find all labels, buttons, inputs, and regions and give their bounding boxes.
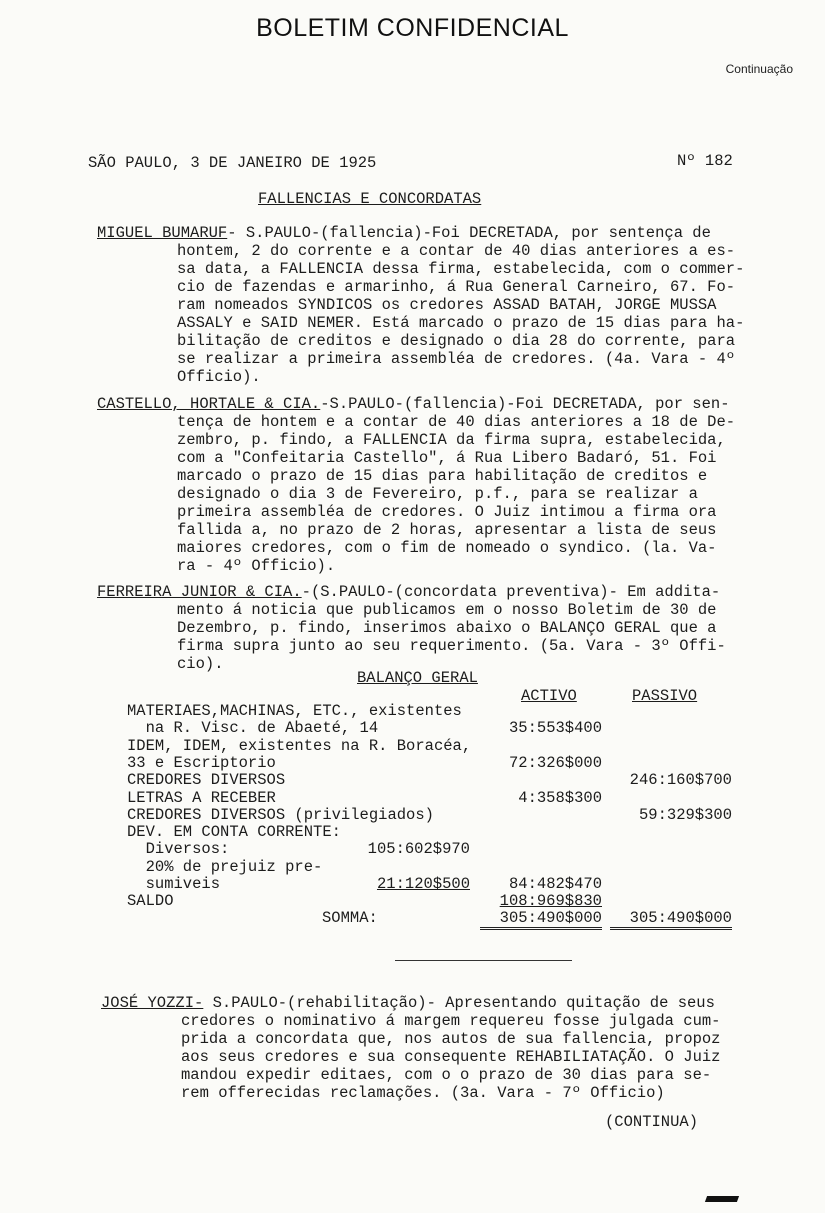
balance-row-activo: 72:326$000 xyxy=(508,753,602,772)
balance-row-label: DEV. EM CONTA CORRENTE: xyxy=(127,823,341,842)
entry-line: ASSALY e SAID NEMER. Está marcado o prazo de 15 dias para ha- xyxy=(177,314,745,332)
balance-row xyxy=(0,720,825,737)
balance-row-passivo: 59:329$300 xyxy=(638,805,732,824)
continuation-label: Continuação xyxy=(725,62,793,76)
balance-row xyxy=(0,703,825,720)
balance-row xyxy=(0,893,825,910)
balance-total-activo: 305:490$000 xyxy=(480,910,602,930)
entry-line: fallida a, no prazo de 2 horas, apresentar a lista de seus xyxy=(177,521,717,539)
entry-lead: -S.PAULO-(fallencia)-Foi DECRETADA, por sen- xyxy=(320,395,730,413)
section-title: FALLENCIAS E CONCORDATAS xyxy=(258,190,482,208)
entry-first-line xyxy=(101,994,801,1012)
balance-row-label: na R. Visc. de Abaeté, 14 xyxy=(127,719,379,738)
balance-row xyxy=(0,790,825,807)
entry-heading: JOSÉ YOZZI- xyxy=(101,994,204,1012)
bulletin-title: BOLETIM CONFIDENCIAL xyxy=(256,14,569,42)
balance-row-subtotal: 21:120$500 xyxy=(376,875,470,893)
entry-first-line xyxy=(97,395,797,413)
entry-line: credores o nominativo á margem requereu fosse julgada cum- xyxy=(181,1012,721,1030)
entry-line: com a "Confeitaria Castello", á Rua Libero Badaró, 51. Foi xyxy=(177,449,717,467)
balance-row-activo: 108:969$830 xyxy=(499,892,602,911)
entry-line: se realizar a primeira assembléa de credores. (4a. Vara - 4º xyxy=(177,350,736,368)
entry-line: firma supra junto ao seu requerimento. (5a. Vara - 3º Offi- xyxy=(177,637,726,655)
balance-row-passivo: 246:160$700 xyxy=(629,771,732,790)
entry-heading: FERREIRA JUNIOR & CIA. xyxy=(97,583,302,601)
balance-total-passivo: 305:490$000 xyxy=(610,910,732,930)
bulletin-number: Nº 182 xyxy=(677,152,733,170)
entry-first-line xyxy=(97,583,797,601)
balance-row-label: 33 e Escriptorio xyxy=(127,753,276,772)
balance-row xyxy=(0,755,825,772)
balance-col-activo: ACTIVO xyxy=(521,687,577,705)
continua-label: (CONTINUA) xyxy=(605,1113,699,1131)
entry-line: primeira assembléa de credores. O Juiz intimou a firma ora xyxy=(177,503,717,521)
entry-line: mento á noticia que publicamos em o nosso Boletim de 30 de xyxy=(177,601,717,619)
entry-lead: -(S.PAULO-(concordata preventiva)- Em additа- xyxy=(301,583,721,601)
entry-line: hontem, 2 do corrente e a contar de 40 dias anteriores a es- xyxy=(177,242,736,260)
balance-total-label: SOMMA: xyxy=(322,909,378,927)
balance-row xyxy=(0,876,825,893)
entry-line: maiores credores, com o fim de nomeado o syndico. (la. Va- xyxy=(177,539,717,557)
place-date: SÃO PAULO, 3 DE JANEIRO DE 1925 xyxy=(88,154,377,172)
entry-line: Officio). xyxy=(177,368,261,386)
entry-jose-yozzi xyxy=(101,994,801,1102)
balance-row-label: CREDORES DIVERSOS (privilegiados) xyxy=(127,805,434,824)
entry-heading: MIGUEL BUMARUF xyxy=(97,224,228,242)
entry-line: sa data, a FALLENCIA dessa firma, estabelecida, com o commer- xyxy=(177,260,745,278)
entry-line: mandou expedir editaes, com o o prazo de 30 dias para se- xyxy=(181,1066,712,1084)
entry-lead: - S.PAULO-(fallencia)-Foi DECRETADA, por sentença de xyxy=(227,224,711,242)
entry-line: aos seus credores e sua consequente REHABILIATAÇÃO. O Juiz xyxy=(181,1048,721,1066)
entry-line: ra - 4º Officio). xyxy=(177,557,336,575)
balance-row xyxy=(0,824,825,841)
entry-ferreira-junior xyxy=(97,583,797,673)
entry-first-line xyxy=(97,224,797,242)
ink-smudge xyxy=(705,1196,739,1202)
balance-row-subtotal: 105:602$970 xyxy=(367,840,470,859)
section-divider xyxy=(395,960,572,961)
balance-row-activo: 35:553$400 xyxy=(508,719,602,738)
entry-line: zembro, p. findo, a FALLENCIA da firma supra, estabelecida, xyxy=(177,431,726,449)
balance-row xyxy=(0,841,825,858)
entry-line: Dezembro, p. findo, inserimos abaixo o BALANÇO GERAL que a xyxy=(177,619,717,637)
balance-row-label: Diversos: xyxy=(127,840,230,859)
entry-line: cio de fazendas e armarinho, á Rua General Carneiro, 67. Fo- xyxy=(177,278,736,296)
balance-row-label: SALDO xyxy=(127,892,174,911)
balance-row-label: MATERIAES,MACHINAS, ETC., existentes xyxy=(127,702,462,720)
balance-row-label: LETRAS A RECEBER xyxy=(127,788,276,807)
entry-line: marcado o prazo de 15 dias para habilitação de creditos e xyxy=(177,467,708,485)
entry-line: ram nomeados SYNDICOS os credores ASSAD BATAH, JORGE MUSSA xyxy=(177,296,717,314)
balance-row-activo: 4:358$300 xyxy=(518,788,602,807)
entry-lead: S.PAULO-(rehabilitação)- Apresentando quitação de seus xyxy=(203,994,715,1012)
balance-row-label: 20% de prejuiz pre- xyxy=(127,857,323,876)
balance-row-label: CREDORES DIVERSOS xyxy=(127,771,286,790)
balance-row xyxy=(0,738,825,755)
entry-heading: CASTELLO, HORTALE & CIA. xyxy=(97,395,321,413)
balance-row-activo: 84:482$470 xyxy=(508,875,602,893)
balance-row xyxy=(0,859,825,876)
balance-row xyxy=(0,807,825,824)
entry-line: prida a concordata que, nos autos de sua fallencia, propoz xyxy=(181,1030,721,1048)
balance-title: BALANÇO GERAL xyxy=(357,669,478,687)
entry-line: bilitação de creditos e designado o dia 28 do corrente, para xyxy=(177,332,736,350)
entry-line: designado o dia 3 de Fevereiro, p.f., para se realizar a xyxy=(177,485,698,503)
balance-row-label: sumiveis xyxy=(127,875,221,893)
entry-castello-hortale xyxy=(97,395,797,575)
entry-line: cio). xyxy=(177,655,224,673)
balance-row xyxy=(0,772,825,789)
entry-miguel-bumaruf xyxy=(97,224,797,386)
entry-line: rem offerecidas reclamações. (3a. Vara - 7º Officio) xyxy=(181,1084,665,1102)
entry-line: tença de hontem e a contar de 40 dias anteriores a 18 de De- xyxy=(177,413,736,431)
balance-total-row xyxy=(0,910,825,927)
balance-row-label: IDEM, IDEM, existentes na R. Boracéa, xyxy=(127,736,472,755)
balance-col-passivo: PASSIVO xyxy=(632,687,698,705)
